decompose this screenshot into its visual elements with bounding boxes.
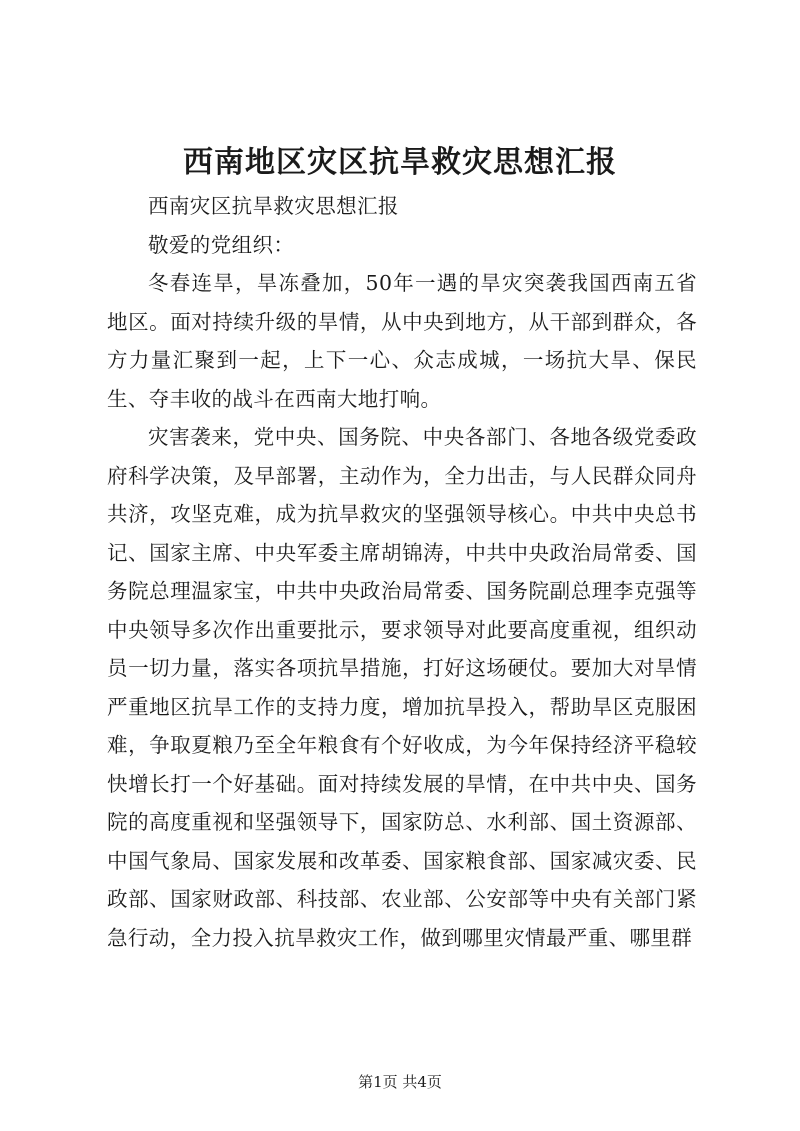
page-footer: 第1页 共4页 [358, 1073, 442, 1091]
body-paragraph: 冬春连旱，旱冻叠加，50年一遇的旱灾突袭我国西南五省地区。面对持续升级的旱情，从中央到地方，从干部到群众，各方力量汇聚到一起，上下一心、众志成城，一场抗大旱、保民生、夺丰收的战斗在西南大地打响。 [107, 271, 697, 411]
body-paragraph: 灾害袭来，党中央、国务院、中央各部门、各地各级党委政府科学决策，及早部署，主动作为，全力出击，与人民群众同舟共济，攻坚克难，成为抗旱救灾的坚强领导核心。中共中央总书记、国家主席、中央军委主席胡锦涛，中共中央政治局常委、国务院总理温家宝，中共中央政治局常委、国务院副总理李克强等中央领导多次作出重要批示，要求领导对此要高度重视，组织动员一切力量，落实各项抗旱措施，打好这场硬仗。要加大对旱情严重地区抗旱工作的支持力度，增加抗旱投入，帮助旱区克服困难，争取夏粮乃至全年粮食有个好收成，为今年保持经济平稳较快增长打一个好基础。面对持续发展的旱情，在中共中央、国务院的高度重视和坚强领导下，国家防总、水利部、国土资源部、中国气象局、国家发展和改革委、国家粮食部、国家减灾委、民政部、国家财政部、科技部、农业部、公安部等中央有关部门紧急行动，全力投入抗旱救灾工作，做到哪里灾情最严重、哪里群 [107, 425, 697, 950]
document-body [107, 187, 697, 957]
subtitle-paragraph: 西南灾区抗旱救灾思想汇报 [148, 194, 399, 218]
salutation-paragraph: 敬爱的党组织： [148, 232, 295, 257]
document-title: 西南地区灾区抗旱救灾思想汇报 [183, 145, 617, 180]
